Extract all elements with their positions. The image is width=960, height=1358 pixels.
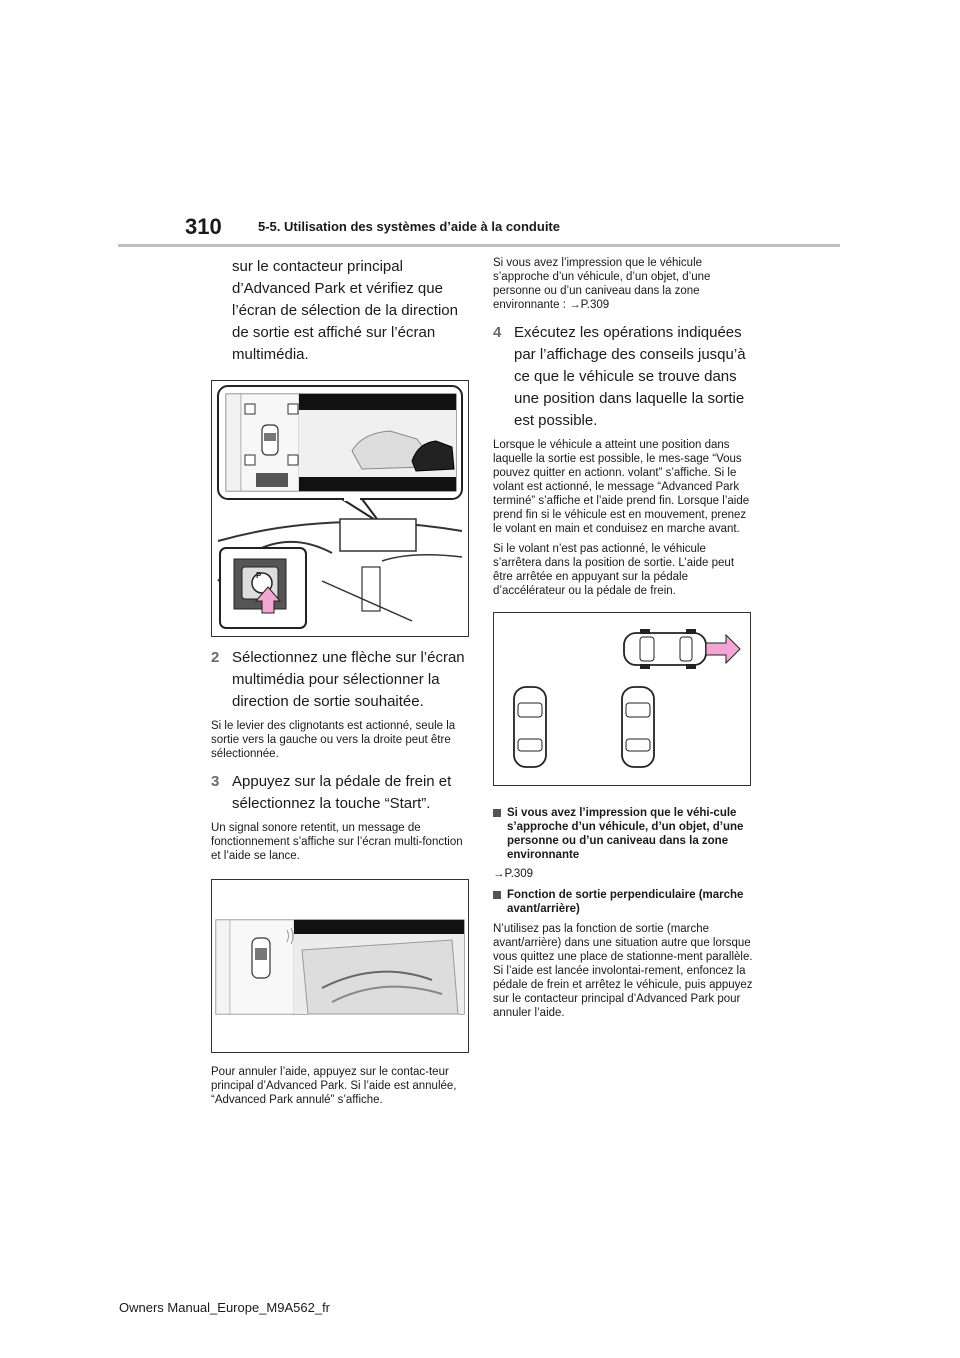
- exiting-car-icon: [624, 629, 706, 669]
- bullet-1-heading-text: Si vous avez l’impression que le véhi-cule s’approche d’un véhicule, d’un objet, d’une personne ou d’un caniveau dans la zone environnante: [507, 807, 744, 861]
- bullet-square-icon: [493, 891, 501, 899]
- step-3-note: Un signal sonore retentit, un message de fonctionnement s’affiche sur l’écran multi-fonction et l’aide se lance.: [211, 822, 463, 862]
- bullet-1-heading: [493, 806, 753, 862]
- step-2-note: Si le levier des clignotants est actionné, seule la sortie vers la gauche ou vers la droite peut être sélectionnée.: [211, 720, 456, 760]
- switch-label: P: [256, 571, 262, 580]
- step-3-text: Appuyez sur la pédale de frein et sélectionnez la touche “Start”.: [232, 773, 452, 812]
- right-column: [493, 256, 753, 1020]
- step-4-note-2: Si le volant n’est pas actionné, le véhicule s’arrêtera dans la position de sortie. L’aide peut être arrêtée en appuyant sur la pédale d’accélérateur ou la pédale de frein.: [493, 543, 735, 597]
- bullet-2-text: N’utilisez pas la fonction de sortie (marche avant/arrière) dans une situation autre que lorsque vous quittez une place de stationne-ment parallèle. Si l’aide est lancée involontai-rement, enfoncez la pédale de frein et arrêtez le véhicule, puis appuyez sur le contacteur principal d’Advanced Park pour annuler l’aide.: [493, 923, 753, 1019]
- step-2: [211, 647, 469, 713]
- step-3: [211, 771, 469, 815]
- figure-perpendicular-exit: [493, 612, 751, 786]
- approach-note: Si vous avez l’impression que le véhicule s’approche d’un véhicule, d’un objet, d’une personne ou d’un caniveau dans la zone environnante : →P.309: [493, 257, 711, 311]
- left-column: [211, 256, 469, 1107]
- parked-car-left-icon: [514, 687, 546, 767]
- intro-continuation: sur le contacteur principal d’Advanced Park et vérifiez que l’écran de sélection de la direction de sortie est affiché sur l’écran multimédia.: [232, 258, 458, 363]
- step-4: [493, 322, 753, 432]
- step-4-text: Exécutez les opérations indiquées par l’affichage des conseils jusqu’à ce que le véhicule se trouve dans une position dans laquelle la sortie est possible.: [514, 324, 746, 429]
- bullet-2-heading-text: Fonction de sortie perpendiculaire (marche avant/arrière): [507, 889, 744, 915]
- footer-manual-id: Owners Manual_Europe_M9A562_fr: [119, 1300, 331, 1315]
- exit-arrow-icon: [706, 635, 740, 663]
- cancel-note: Pour annuler l’aide, appuyez sur le contac-teur principal d’Advanced Park. Si l’aide est annulée, “Advanced Park annulé” s’affiche.: [211, 1066, 457, 1106]
- step-2-text: Sélectionnez une flèche sur l’écran multimédia pour sélectionner la direction de sortie souhaitée.: [232, 649, 465, 710]
- parked-car-right-icon: [622, 687, 654, 767]
- bullet-1-ref: →P.309: [493, 868, 534, 880]
- step-4-number: 4: [493, 324, 502, 341]
- figure-parking-assist-screen: [211, 879, 469, 1053]
- header-rule: [118, 244, 840, 247]
- step-4-note-1: Lorsque le véhicule a atteint une position dans laquelle la sortie est possible, le mes-sage “Vous pouvez quitter en actionn. volant” s’affiche. Si le volant est actionné, le message “Advanced Park terminé” s’affiche et l’aide prend fin. Lorsque l’aide prend fin si le véhicule est en mouvement, prenez le volant en main et conduisez en marche avant.: [493, 439, 750, 535]
- bullet-square-icon: [493, 809, 501, 817]
- page-number: 310: [185, 214, 222, 239]
- bullet-2-heading: [493, 888, 753, 916]
- section-title: 5-5. Utilisation des systèmes d’aide à la conduite: [258, 219, 560, 234]
- figure-exit-direction-screen: [211, 380, 469, 637]
- step-2-number: 2: [211, 649, 220, 666]
- step-3-number: 3: [211, 773, 220, 790]
